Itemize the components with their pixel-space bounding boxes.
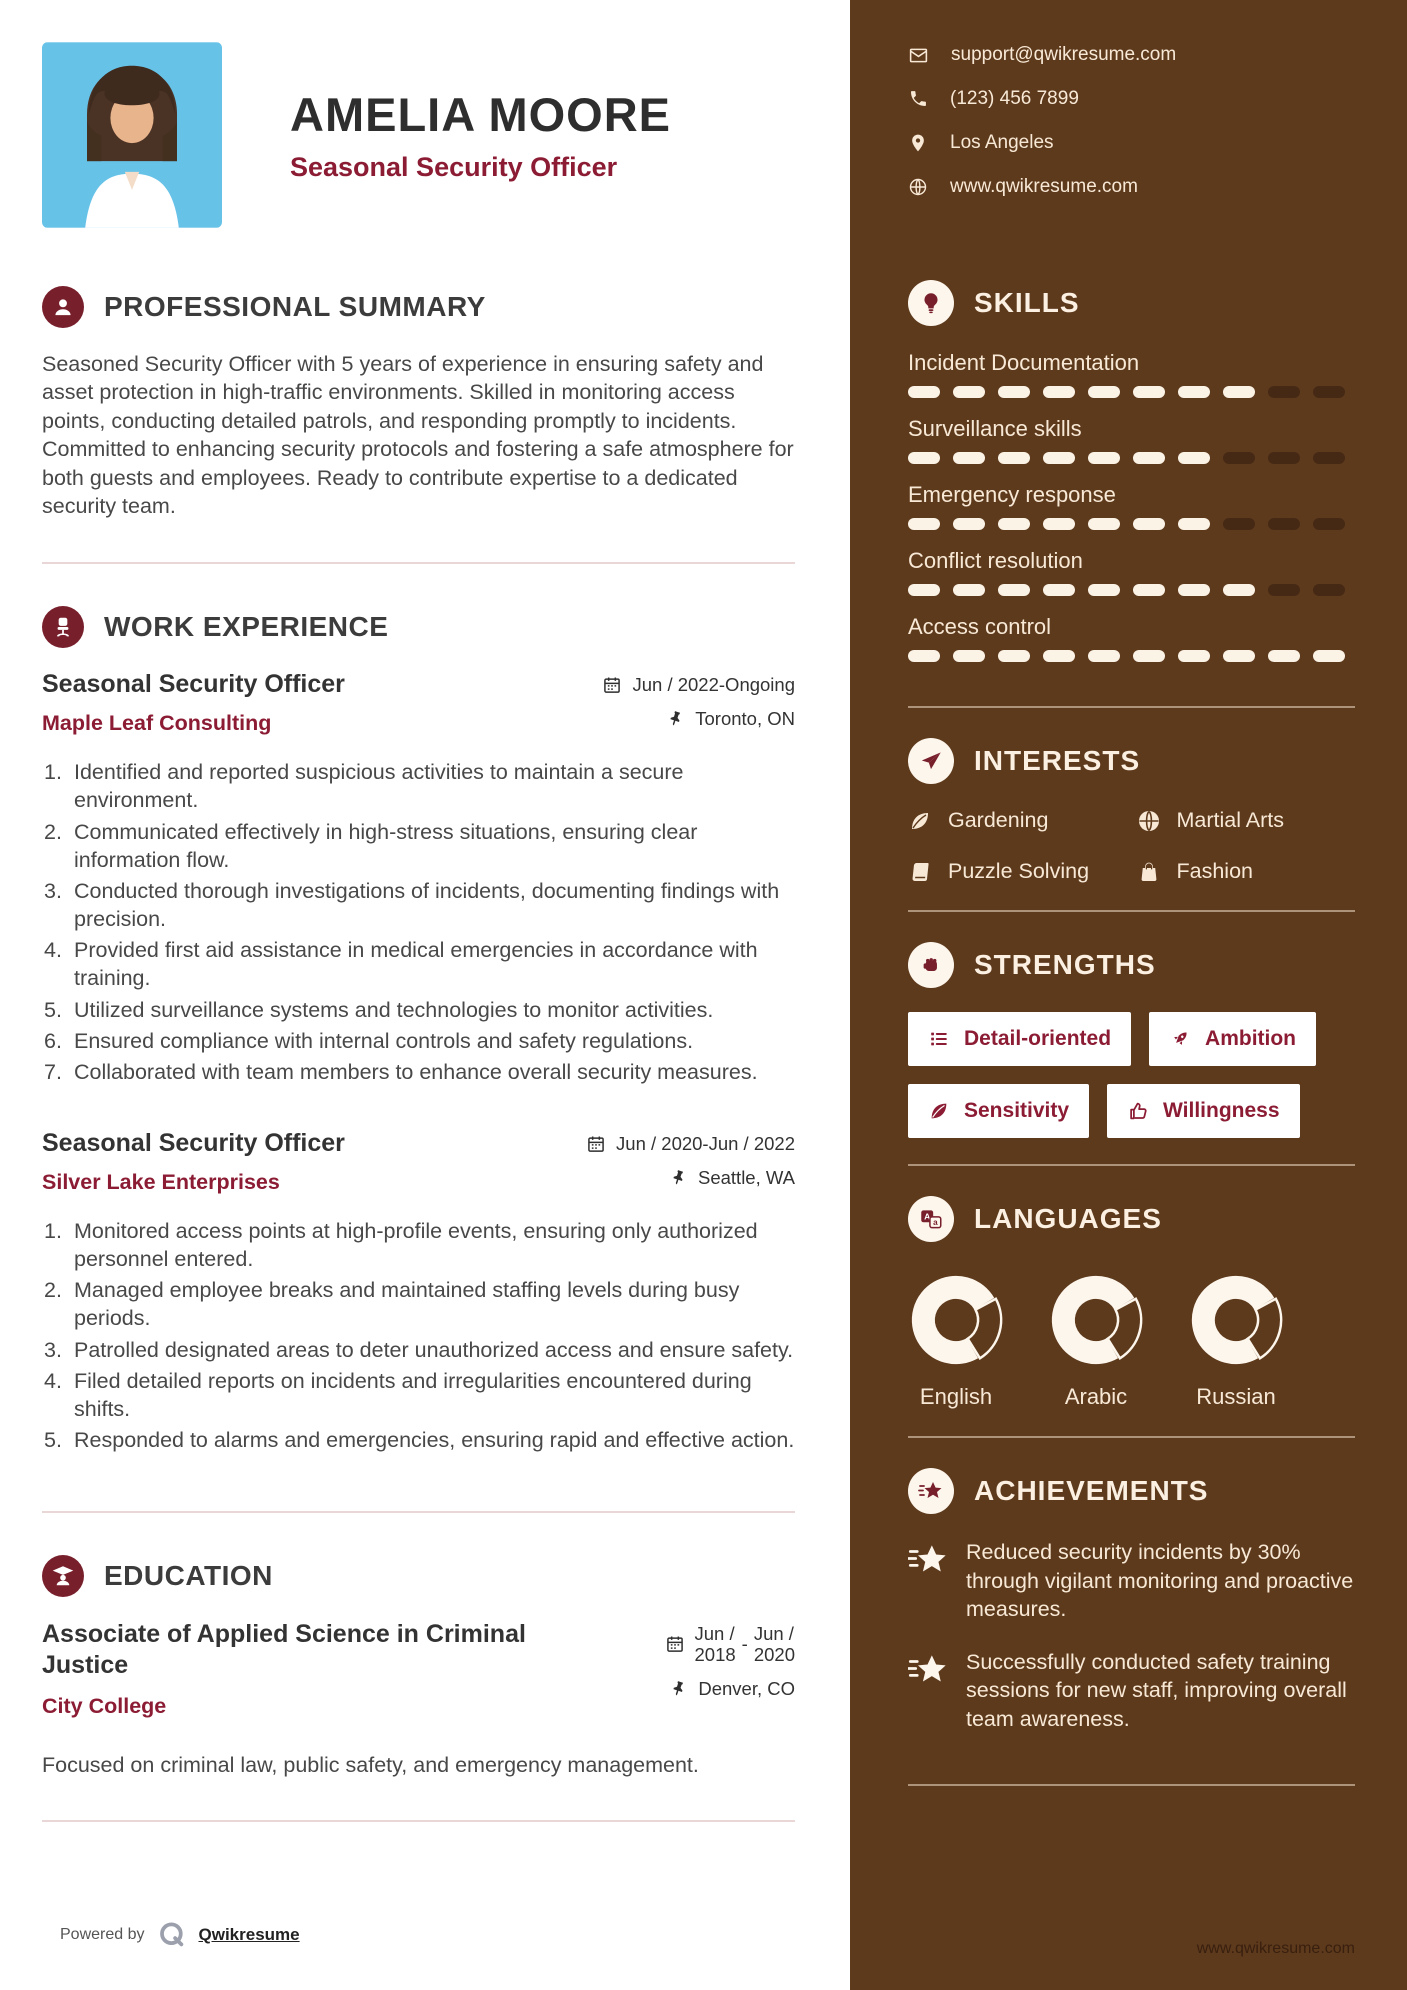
summary-title: PROFESSIONAL SUMMARY — [104, 291, 486, 322]
watermark: www.qwikresume.com — [1196, 1940, 1355, 1957]
email-text: support@qwikresume.com — [951, 44, 1177, 65]
skill-dash — [1178, 518, 1210, 530]
skill-dash — [1223, 452, 1255, 464]
strength-badge — [1149, 1012, 1316, 1066]
skill-dash — [1043, 386, 1075, 398]
achievement-item — [908, 1648, 1355, 1734]
education-heading — [42, 1555, 795, 1597]
skill-dash — [1313, 386, 1345, 398]
education-dates — [665, 1623, 795, 1666]
skill-dash — [1313, 650, 1345, 662]
interest-label: Martial Arts — [1176, 808, 1285, 832]
section-divider — [42, 562, 795, 564]
skill-item — [908, 614, 1355, 662]
shooting-star-icon — [908, 1468, 954, 1514]
skill-level-bar — [908, 518, 1355, 530]
job-bullet: Conducted thorough investigations of incidents, documenting findings with precision. — [74, 878, 780, 932]
job-company: Silver Lake Enterprises — [42, 1169, 280, 1194]
skill-dash — [1313, 518, 1345, 530]
job-bullet: Ensured compliance with internal controls and safety regulations. — [74, 1028, 694, 1053]
achievement-item — [908, 1538, 1355, 1624]
skill-dash — [1223, 584, 1255, 596]
interests-heading — [908, 738, 1355, 784]
achievement-text: Successfully conducted safety training sessions for new staff, improving overall team awareness. — [966, 1649, 1347, 1731]
leaf-icon — [928, 1100, 950, 1122]
skill-dash — [1268, 386, 1300, 398]
skill-item — [908, 350, 1355, 398]
date-separator: - — [741, 1633, 748, 1655]
pushpin-icon — [670, 1680, 688, 1698]
interest-item — [908, 808, 1127, 833]
job-bullet: Responded to alarms and emergencies, ensuring rapid and effective action. — [74, 1428, 795, 1453]
lightbulb-icon — [908, 280, 954, 326]
degree-name: Associate of Applied Science in Criminal Justice — [42, 1620, 526, 1680]
footer — [42, 1920, 795, 1950]
skill-level-bar — [908, 452, 1355, 464]
job-bullet: Managed employee breaks and maintained staffing levels during busy periods. — [74, 1278, 740, 1331]
school-name: City College — [42, 1693, 167, 1718]
phone-icon — [908, 89, 928, 109]
job-location-text: Toronto, ON — [695, 708, 795, 730]
language-item — [1048, 1272, 1144, 1410]
job-bullet-list — [42, 758, 795, 1086]
contact-location — [908, 132, 1355, 154]
skill-dash — [1178, 584, 1210, 596]
skill-dash — [1223, 650, 1255, 662]
strength-label: Ambition — [1205, 1027, 1297, 1050]
office-chair-icon — [42, 606, 84, 648]
sidebar — [850, 0, 1407, 1990]
end-date-year: 2020 — [753, 1644, 795, 1666]
interests-title: INTERESTS — [974, 745, 1141, 776]
globe-icon — [1137, 809, 1161, 833]
languages-list — [908, 1272, 1355, 1410]
skill-dash — [908, 650, 940, 662]
job-title: Seasonal Security Officer — [42, 670, 345, 699]
summary-heading — [42, 286, 795, 328]
strength-label: Detail-oriented — [964, 1027, 1112, 1050]
job-company: Maple Leaf Consulting — [42, 711, 272, 736]
shopping-bag-icon — [1137, 860, 1161, 884]
skill-dash — [1313, 584, 1345, 596]
skill-dash — [908, 518, 940, 530]
sidebar-divider — [908, 706, 1355, 708]
skill-dash — [953, 584, 985, 596]
skill-dash — [1043, 584, 1075, 596]
interest-item — [908, 859, 1127, 884]
skill-dash — [1178, 452, 1210, 464]
skill-dash — [953, 650, 985, 662]
skill-dash — [998, 386, 1030, 398]
sidebar-divider — [908, 1436, 1355, 1438]
star-icon — [908, 1540, 948, 1580]
job-bullet: Utilized surveillance systems and technologies to monitor activities. — [74, 997, 714, 1022]
powered-by-label: Powered by — [60, 1926, 145, 1943]
job-dates — [602, 674, 795, 696]
achievement-text: Reduced security incidents by 30% through vigilant monitoring and proactive measures. — [966, 1540, 1354, 1622]
location-text: Los Angeles — [950, 132, 1054, 153]
skill-dash — [1133, 452, 1165, 464]
languages-title: LANGUAGES — [974, 1203, 1162, 1234]
skill-dash — [1088, 518, 1120, 530]
job-bullet: Provided first aid assistance in medical emergencies in accordance with training. — [74, 938, 758, 991]
education-location — [665, 1678, 795, 1700]
education-description: Focused on criminal law, public safety, and emergency management. — [42, 1752, 699, 1777]
calendar-icon — [665, 1634, 685, 1654]
qwikresume-link[interactable]: Qwikresume — [198, 1925, 300, 1944]
globe-icon — [908, 177, 928, 197]
strength-badge — [908, 1084, 1089, 1138]
phone-text: (123) 456 7899 — [950, 88, 1079, 109]
calendar-icon — [602, 675, 622, 695]
skill-dash — [1133, 650, 1165, 662]
strengths-list — [908, 1012, 1355, 1138]
book-icon — [908, 860, 932, 884]
job-bullet: Collaborated with team members to enhance overall security measures. — [74, 1059, 758, 1084]
job-entry — [42, 670, 795, 1089]
interest-label: Puzzle Solving — [948, 859, 1090, 883]
achievements-heading — [908, 1468, 1355, 1514]
job-bullet: Monitored access points at high-profile events, ensuring only authorized personnel entered. — [74, 1218, 758, 1272]
skill-dash — [998, 584, 1030, 596]
sidebar-divider — [908, 910, 1355, 912]
strengths-heading — [908, 942, 1355, 988]
skill-dash — [1088, 584, 1120, 596]
calendar-icon — [586, 1134, 606, 1154]
pushpin-icon — [667, 710, 685, 728]
translate-icon — [908, 1196, 954, 1242]
contact-email[interactable] — [908, 44, 1355, 66]
contact-block — [908, 44, 1355, 220]
skill-dash — [1223, 518, 1255, 530]
education-title: EDUCATION — [104, 1560, 273, 1592]
languages-heading — [908, 1196, 1355, 1242]
svg-text:a: a — [933, 1218, 938, 1228]
star-glyph — [918, 1478, 944, 1504]
language-donut-chart — [1188, 1272, 1284, 1368]
skill-dash — [1133, 386, 1165, 398]
profile-photo-illustration — [42, 42, 222, 228]
skill-dash — [1043, 650, 1075, 662]
strength-badge — [908, 1012, 1131, 1066]
achievements-list — [908, 1538, 1355, 1758]
start-date-month: Jun / — [694, 1623, 735, 1645]
skill-dash — [953, 452, 985, 464]
translate-glyph — [918, 1206, 944, 1232]
skill-dash — [1043, 518, 1075, 530]
skill-dash — [1088, 650, 1120, 662]
language-item — [908, 1272, 1004, 1410]
job-location — [586, 1167, 795, 1189]
job-bullet: Identified and reported suspicious activities to maintain a secure environment. — [74, 760, 684, 813]
skill-name: Access control — [908, 614, 1052, 639]
skill-item — [908, 416, 1355, 464]
job-location-text: Seattle, WA — [698, 1166, 795, 1188]
skill-dash — [998, 650, 1030, 662]
interests-list — [908, 808, 1355, 884]
strength-label: Willingness — [1163, 1099, 1280, 1122]
contact-website[interactable] — [908, 176, 1355, 198]
skill-dash — [908, 452, 940, 464]
job-bullet-list — [42, 1217, 795, 1454]
profile-photo — [42, 42, 222, 228]
job-bullet: Communicated effectively in high-stress situations, ensuring clear information flow. — [74, 819, 698, 872]
skill-dash — [1268, 452, 1300, 464]
job-dates — [586, 1133, 795, 1155]
fist-icon — [908, 942, 954, 988]
job-entry — [42, 1129, 795, 1457]
sidebar-divider — [908, 1164, 1355, 1166]
skill-name: Incident Documentation — [908, 350, 1140, 375]
skill-item — [908, 548, 1355, 596]
skill-dash — [1178, 650, 1210, 662]
person-icon — [42, 286, 84, 328]
skill-level-bar — [908, 584, 1355, 596]
skills-heading — [908, 280, 1355, 326]
header — [42, 42, 795, 228]
skill-dash — [1268, 518, 1300, 530]
language-donut-chart — [908, 1272, 1004, 1368]
skill-dash — [1088, 452, 1120, 464]
thumbs-up-icon — [1127, 1100, 1149, 1122]
strength-label: Sensitivity — [964, 1099, 1070, 1122]
skill-name: Emergency response — [908, 482, 1116, 507]
section-divider — [42, 1511, 795, 1513]
work-heading — [42, 606, 795, 648]
leaf-icon — [908, 809, 932, 833]
education-entry — [42, 1619, 795, 1719]
svg-text:A: A — [924, 1211, 931, 1222]
website-text: www.qwikresume.com — [950, 176, 1138, 197]
job-bullet: Filed detailed reports on incidents and irregularities encountered during shifts. — [74, 1368, 752, 1421]
job-dates-text: Jun / 2020-Jun / 2022 — [616, 1132, 795, 1154]
skill-dash — [1088, 386, 1120, 398]
list-icon — [928, 1028, 950, 1050]
language-donut-chart — [1048, 1272, 1144, 1368]
language-label: Russian — [1196, 1384, 1276, 1409]
skills-list — [908, 350, 1355, 680]
section-divider — [42, 1820, 795, 1822]
work-title: WORK EXPERIENCE — [104, 611, 389, 643]
skill-dash — [1268, 584, 1300, 596]
skill-dash — [1268, 650, 1300, 662]
skill-dash — [1178, 386, 1210, 398]
pushpin-icon — [670, 1169, 688, 1187]
map-pin-icon — [908, 133, 928, 153]
skill-dash — [998, 452, 1030, 464]
strength-badge — [1107, 1084, 1300, 1138]
start-date-year: 2018 — [694, 1644, 736, 1666]
skill-name: Surveillance skills — [908, 416, 1082, 441]
job-dates-text: Jun / 2022-Ongoing — [632, 674, 795, 696]
skill-dash — [953, 386, 985, 398]
candidate-name: AMELIA MOORE — [290, 88, 672, 141]
interest-item — [1137, 859, 1356, 884]
skill-dash — [1043, 452, 1075, 464]
strengths-title: STRENGTHS — [974, 949, 1156, 980]
language-label: Arabic — [1064, 1384, 1128, 1409]
skill-level-bar — [908, 650, 1355, 662]
language-label: English — [919, 1384, 993, 1409]
skill-dash — [1133, 518, 1165, 530]
rocket-icon — [1169, 1028, 1191, 1050]
skill-level-bar — [908, 386, 1355, 398]
contact-phone — [908, 88, 1355, 110]
interest-label: Gardening — [948, 808, 1049, 832]
graduate-icon — [42, 1555, 84, 1597]
language-item — [1188, 1272, 1284, 1410]
sidebar-divider — [908, 1784, 1355, 1786]
job-location — [602, 708, 795, 730]
interest-item — [1137, 808, 1356, 833]
skill-name: Conflict resolution — [908, 548, 1083, 573]
qwikresume-logo-icon — [157, 1920, 187, 1950]
skill-dash — [953, 518, 985, 530]
summary-text: Seasoned Security Officer with 5 years of experience in ensuring safety and asset protection in high-traffic environments. Skilled in monitoring access points, conducting detailed patrols, and responding promptly to incidents. Committed to enhancing security protocols and fostering a safe atmosphere for both guests and employees. Ready to contribute expertise to a dedicated security team. — [42, 352, 794, 518]
end-date-month: Jun / — [753, 1623, 794, 1645]
achievements-title: ACHIEVEMENTS — [974, 1475, 1209, 1506]
skills-title: SKILLS — [974, 287, 1080, 318]
skill-dash — [1133, 584, 1165, 596]
skill-dash — [1313, 452, 1345, 464]
interest-label: Fashion — [1176, 859, 1253, 883]
skill-item — [908, 482, 1355, 530]
star-icon — [908, 1650, 948, 1690]
skill-dash — [908, 386, 940, 398]
education-location-text: Denver, CO — [698, 1677, 795, 1699]
candidate-title: Seasonal Security Officer — [290, 152, 618, 182]
skill-dash — [998, 518, 1030, 530]
skill-dash — [1223, 386, 1255, 398]
job-bullet: Patrolled designated areas to deter unauthorized access and ensure safety. — [74, 1337, 794, 1362]
paper-plane-icon — [908, 738, 954, 784]
job-title: Seasonal Security Officer — [42, 1128, 345, 1157]
skill-dash — [908, 584, 940, 596]
envelope-icon — [908, 45, 929, 66]
